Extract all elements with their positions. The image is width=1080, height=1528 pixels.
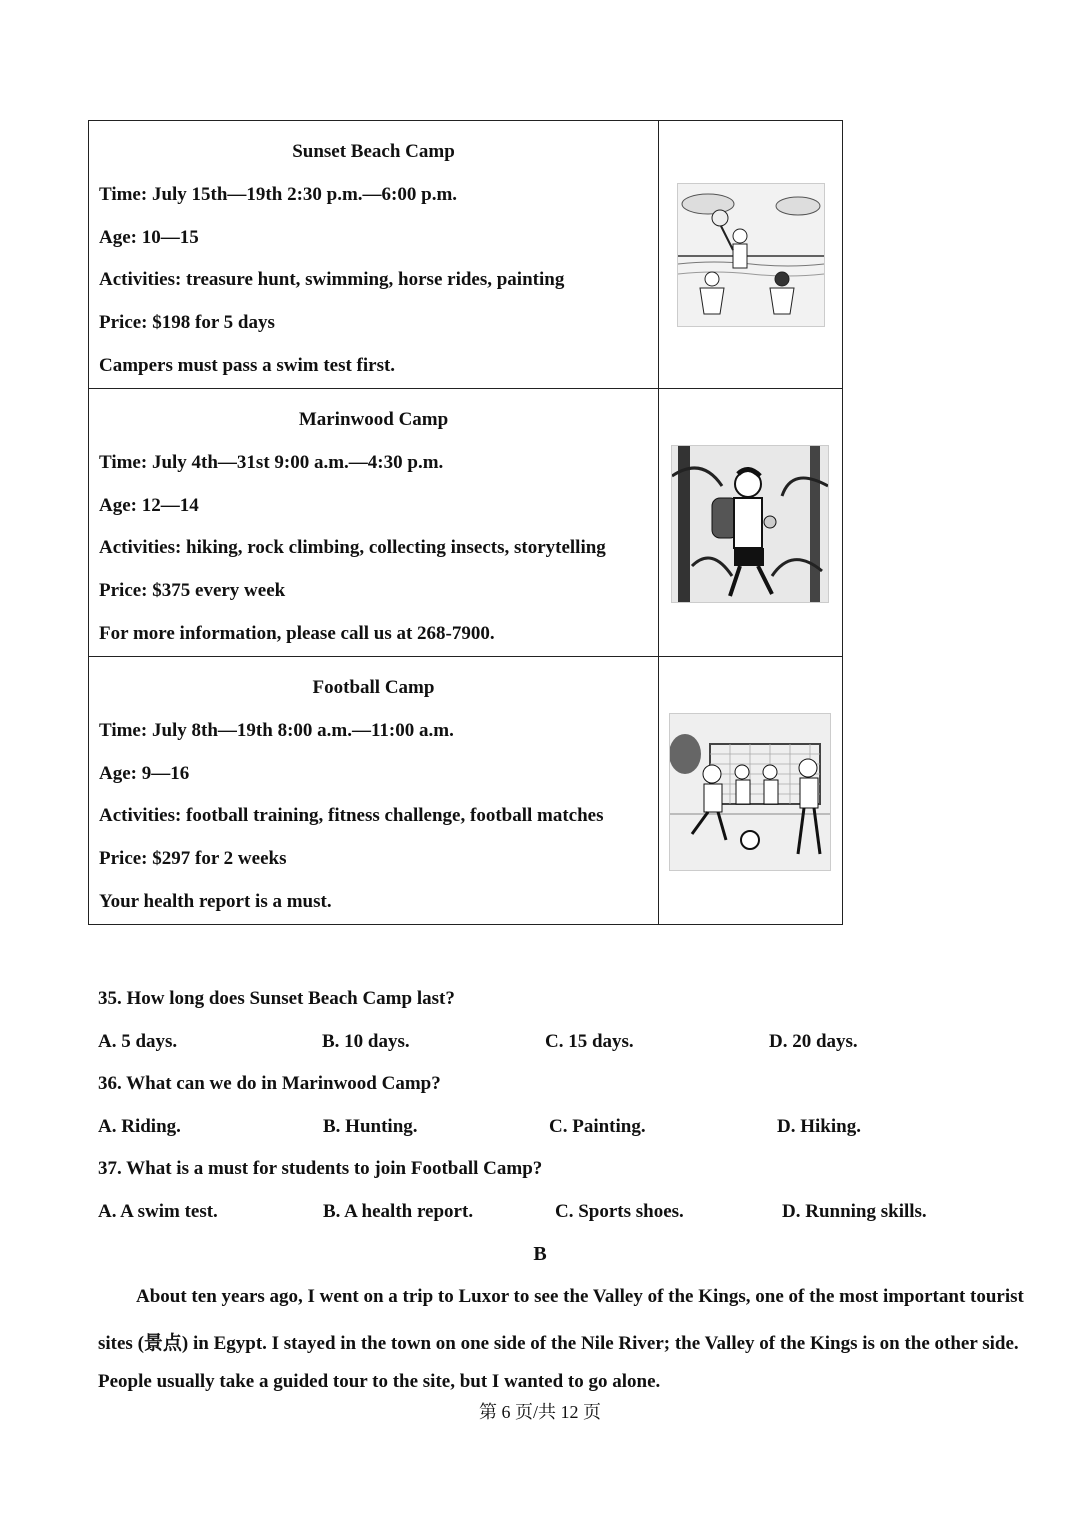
football-players-illustration-icon	[669, 713, 831, 871]
camp-image-cell	[659, 389, 843, 657]
camp-row-marinwood	[89, 389, 843, 657]
camp-price: Price: $375 every week	[99, 580, 286, 601]
section-label: B	[533, 1243, 547, 1265]
camp-name: Sunset Beach Camp	[292, 141, 455, 162]
option-a: A. 5 days.	[98, 1031, 178, 1052]
camp-activities: Activities: football training, fitness challenge, football matches	[99, 805, 604, 826]
option-c: C. Painting.	[549, 1116, 646, 1137]
question-37: 37. What is a must for students to join Football Camp?	[98, 1158, 543, 1179]
camp-row-football	[89, 657, 843, 925]
option-b: B. 10 days.	[322, 1031, 410, 1052]
camp-age: Age: 9—16	[99, 763, 190, 784]
passage-line: About ten years ago, I went on a trip to Luxor to see the Valley of the Kings, one of the most important tourist	[136, 1286, 1024, 1307]
camp-name: Marinwood Camp	[298, 409, 449, 430]
option-c: C. Sports shoes.	[555, 1201, 684, 1222]
page-footer: 第 6 页/共 12 页	[478, 1402, 601, 1422]
camp-row-sunset-beach	[89, 121, 843, 389]
camp-price: Price: $198 for 5 days	[99, 312, 275, 333]
camp-info-table	[88, 120, 843, 925]
beach-children-illustration-icon	[677, 183, 825, 327]
jungle-hiker-illustration-icon	[671, 445, 829, 603]
passage-line: sites (景点) in Egypt. I stayed in the town on one side of the Nile River; the Valley of the Kings is on the other side.	[98, 1333, 1019, 1354]
camp-details	[89, 121, 659, 389]
camp-activities: Activities: hiking, rock climbing, collecting insects, storytelling	[99, 537, 606, 558]
camp-note: For more information, please call us at 268-7900.	[99, 623, 495, 644]
option-d: D. Hiking.	[777, 1116, 861, 1137]
camp-time: Time: July 4th—31st 9:00 a.m.—4:30 p.m.	[99, 452, 444, 473]
camp-image-cell	[659, 657, 843, 925]
camp-name: Football Camp	[312, 677, 435, 698]
option-a: A. A swim test.	[98, 1201, 218, 1222]
camp-age: Age: 10—15	[99, 227, 199, 248]
passage-line: People usually take a guided tour to the site, but I wanted to go alone.	[98, 1371, 661, 1392]
camp-price: Price: $297 for 2 weeks	[99, 848, 287, 869]
camp-time: Time: July 15th—19th 2:30 p.m.—6:00 p.m.	[99, 184, 458, 205]
option-d: D. Running skills.	[782, 1201, 927, 1222]
camp-note: Your health report is a must.	[99, 891, 332, 912]
camp-activities: Activities: treasure hunt, swimming, horse rides, painting	[99, 269, 565, 290]
question-35: 35. How long does Sunset Beach Camp last?	[98, 988, 455, 1009]
camp-details	[89, 657, 659, 925]
camp-image-cell	[659, 121, 843, 389]
option-b: B. A health report.	[323, 1201, 474, 1222]
option-a: A. Riding.	[98, 1116, 181, 1137]
question-36: 36. What can we do in Marinwood Camp?	[98, 1073, 441, 1094]
camp-age: Age: 12—14	[99, 495, 199, 516]
camp-details	[89, 389, 659, 657]
option-c: C. 15 days.	[545, 1031, 634, 1052]
camp-note: Campers must pass a swim test first.	[99, 355, 396, 376]
option-d: D. 20 days.	[769, 1031, 858, 1052]
option-b: B. Hunting.	[323, 1116, 418, 1137]
camp-time: Time: July 8th—19th 8:00 a.m.—11:00 a.m.	[99, 720, 454, 741]
